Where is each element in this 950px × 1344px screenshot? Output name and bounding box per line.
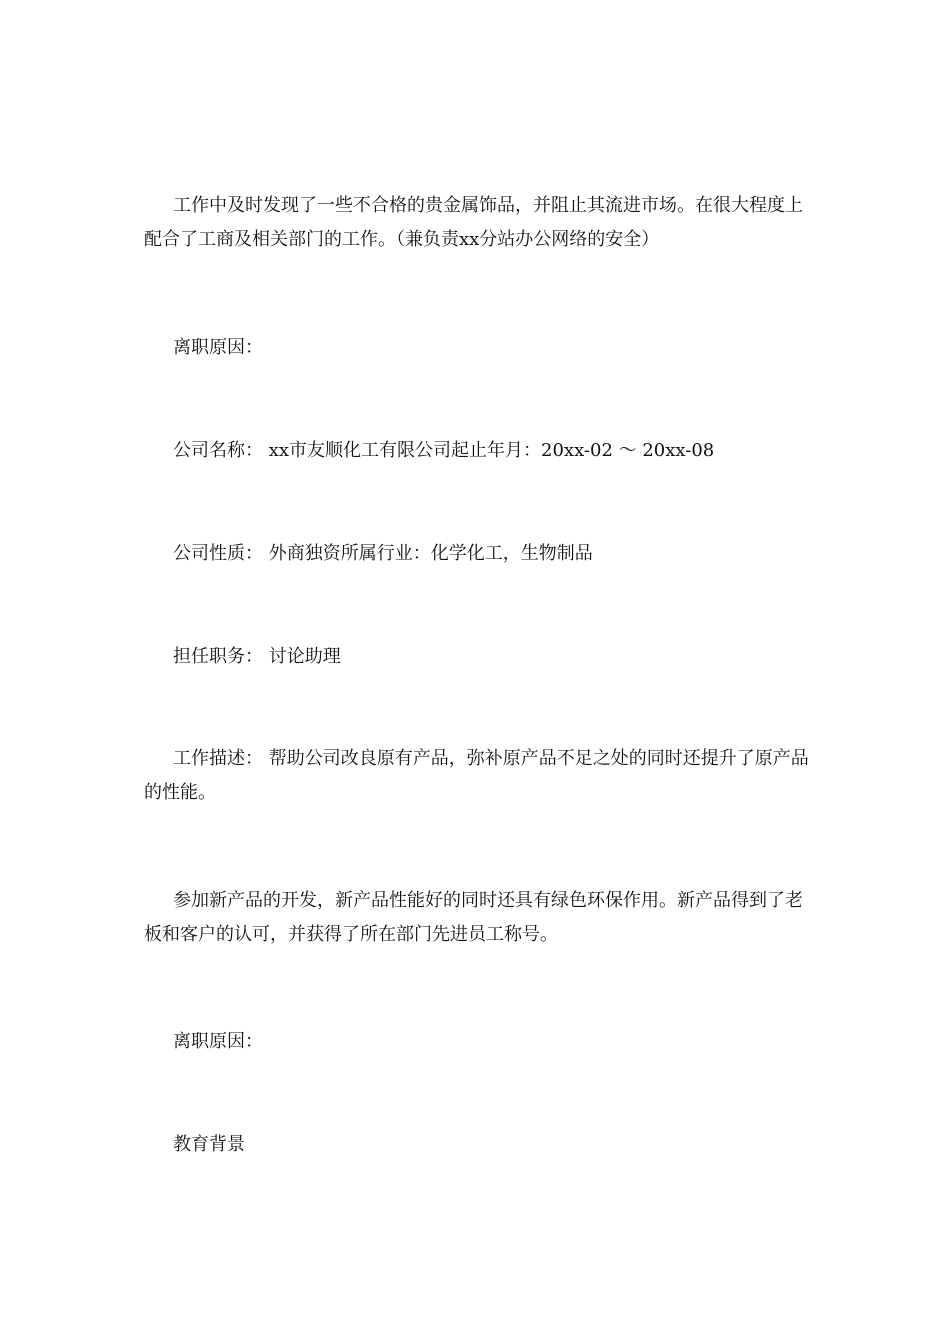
- paragraph-leave-reason-2: 离职原因：: [173, 1031, 263, 1052]
- paragraph-job-description: 工作描述： 帮助公司改良原有产品，弥补原产品不足之处的同时还提升了原产品的性能。: [144, 748, 809, 803]
- paragraph-company-name: 公司名称： xx市友顺化工有限公司起止年月：20xx-02 ～ 20xx-08: [173, 440, 715, 461]
- paragraph-leave-reason: 离职原因：: [173, 337, 263, 358]
- paragraph-work-detail: 工作中及时发现了一些不合格的贵金属饰品，并阻止其流进市场。在很大程度上配合了工商及相关部门的工作。（兼负责xx分站办公网络的安全）: [144, 195, 803, 250]
- section-heading-education: 教育背景: [173, 1134, 245, 1155]
- paragraph-new-product: 参加新产品的开发，新产品性能好的同时还具有绿色环保作用。新产品得到了老板和客户的认可，并获得了所在部门先进员工称号。: [144, 890, 803, 945]
- paragraph-company-type: 公司性质： 外商独资所属行业：化学化工，生物制品: [173, 543, 593, 564]
- paragraph-position: 担任职务： 讨论助理: [173, 646, 341, 667]
